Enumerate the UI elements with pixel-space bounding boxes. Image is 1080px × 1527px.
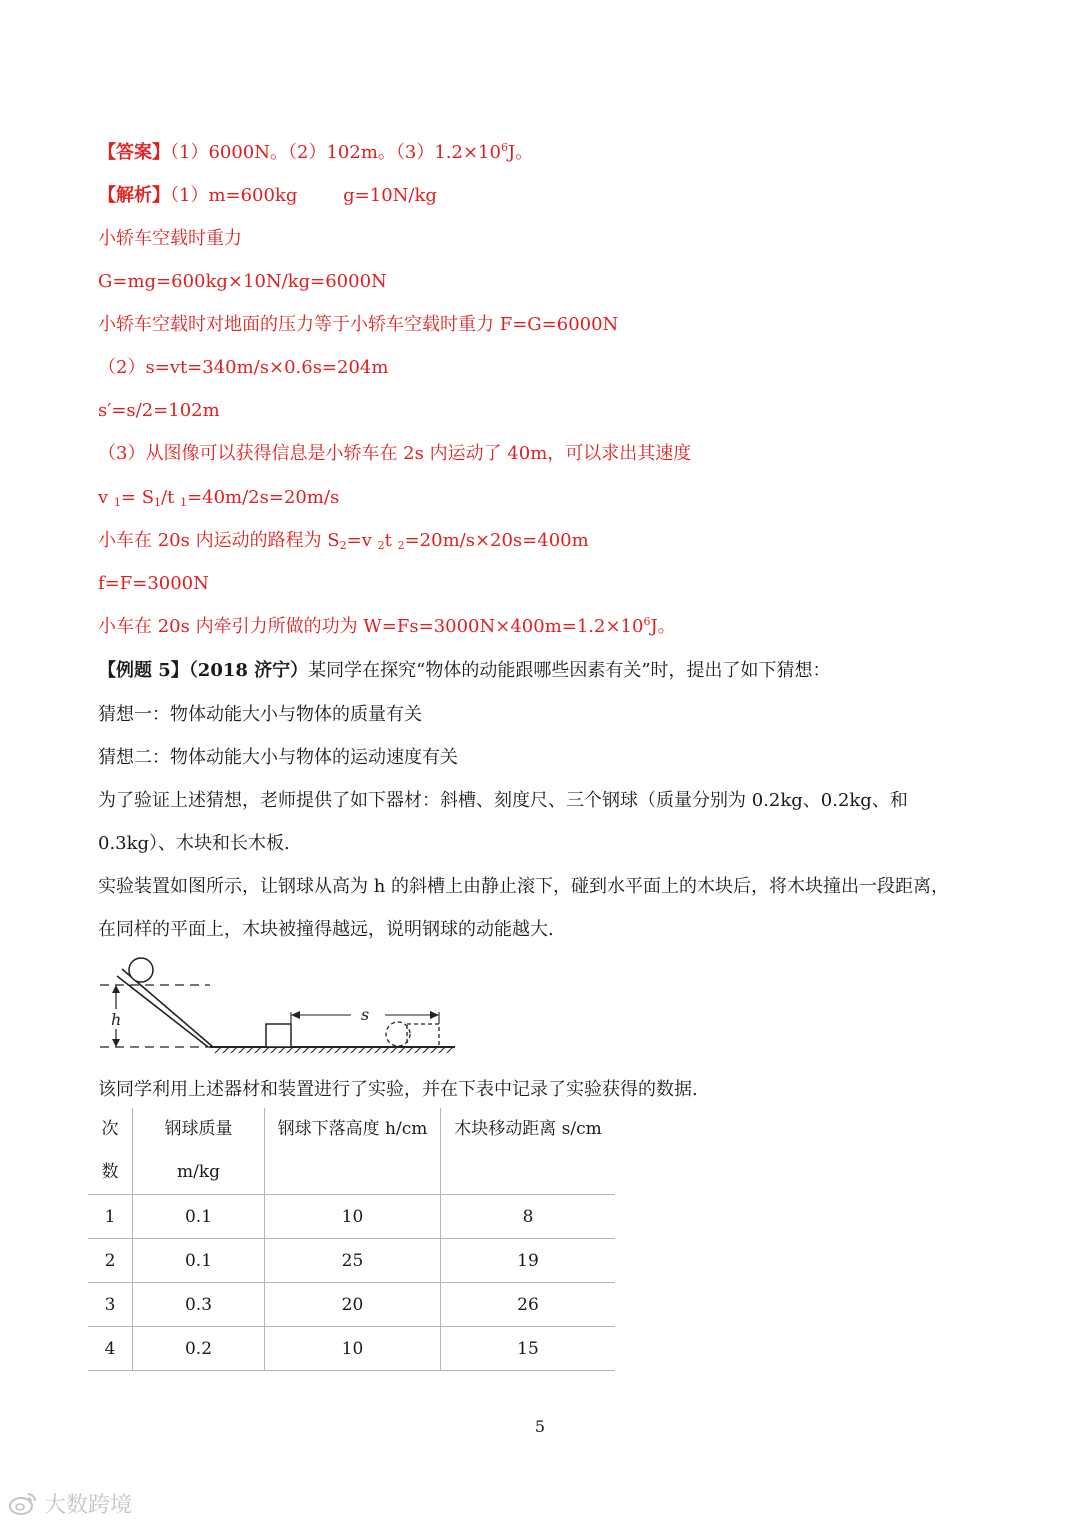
steel-ball <box>129 958 153 982</box>
equipment-line-2: 0.3kg）、木块和长木板. <box>98 833 290 854</box>
analysis-tag: 【解析】 <box>98 185 170 206</box>
table-row: 4 0.2 10 15 <box>88 1327 615 1371</box>
answer-line: 【答案】（1）6000N。（2）102m。$(3)1.2\times 10^6J$。 <box>98 141 534 163</box>
analysis-line-6: s′=s/2=102m <box>98 400 220 421</box>
header-mass: 钢球质量 m/kg <box>133 1108 265 1195</box>
header-trial: 次 数 <box>88 1108 133 1195</box>
example-tag: 【例题 5】（2018 济宁） <box>98 660 309 681</box>
analysis-line-3: G=mg=600kg×10N/kg=6000N <box>98 271 387 292</box>
analysis-line-11: 小车在 20s 内牵引力所做的功为 $W=Fs=3000N\times 400m=1.2\times 10^6J$。 <box>98 615 676 637</box>
ramp-experiment-diagram <box>95 952 465 1062</box>
table-row: 2 0.1 25 19 <box>88 1239 615 1283</box>
analysis-line-10: f=F=3000N <box>98 573 209 594</box>
header-height: 钢球下落高度 h/cm <box>265 1108 441 1195</box>
ramp-edge-inner <box>117 976 208 1047</box>
analysis-line-2: 小轿车空载时重力 <box>98 228 242 249</box>
guess-2: 猜想二：物体动能大小与物体的运动速度有关 <box>98 747 458 768</box>
guess-1: 猜想一：物体动能大小与物体的质量有关 <box>98 704 422 725</box>
header-distance: 木块移动距离 s/cm <box>441 1108 616 1195</box>
table-row: 1 0.1 10 8 <box>88 1195 615 1239</box>
height-arrow-head-down <box>112 1039 120 1047</box>
answer-tag: 【答案】 <box>98 142 170 163</box>
block-final-position <box>407 1024 439 1047</box>
analysis-line-4: 小轿车空载时对地面的压力等于小轿车空载时重力 F=G=6000N <box>98 314 619 335</box>
setup-line-2: 在同样的平面上，木块被撞得越远，说明钢球的动能越大. <box>98 919 554 940</box>
example-heading: 【例题 5】（2018 济宁）某同学在探究“物体的动能跟哪些因素有关”时，提出了如下猜想： <box>98 660 831 681</box>
analysis-line-9: 小车在 20s 内运动的路程为 $S_2=v$ $_2$t $_2$=20m/s×20s=400m <box>98 530 589 552</box>
weibo-icon <box>8 1490 38 1516</box>
height-arrow-head-up <box>112 985 120 993</box>
table-header-row <box>88 1108 615 1195</box>
equipment-line-1: 为了验证上述猜想，老师提供了如下器材：斜槽、刻度尺、三个钢球（质量分别为 0.2kg、0.2kg、和 <box>98 790 908 811</box>
analysis-line-7: （3）从图像可以获得信息是小轿车在 2s 内运动了 40m，可以求出其速度 <box>98 443 692 464</box>
table-row: 3 0.3 20 26 <box>88 1283 615 1327</box>
table-intro: 该同学利用上述器材和装置进行了实验，并在下表中记录了实验获得的数据. <box>98 1079 698 1100</box>
experiment-data-table <box>88 1108 615 1371</box>
analysis-line-8: v $_1= S_1/t$ $_1$=40m/2s=20m/s <box>98 487 340 509</box>
height-label: h <box>111 1010 122 1029</box>
page-number: 5 <box>534 1417 546 1436</box>
watermark <box>8 1488 132 1518</box>
setup-line-1: 实验装置如图所示，让钢球从高为 h 的斜槽上由静止滚下，碰到水平面上的木块后，将木块撞出一段距离， <box>98 876 950 897</box>
wooden-block <box>266 1024 291 1047</box>
analysis-line-1: 【解析】（1）m=600kg g=10N/kg <box>98 185 437 206</box>
watermark-text: 大数跨境 <box>44 1492 133 1518</box>
distance-label: s <box>361 1005 370 1024</box>
analysis-line-5: （2）s=vt=340m/s×0.6s=204m <box>98 357 389 378</box>
